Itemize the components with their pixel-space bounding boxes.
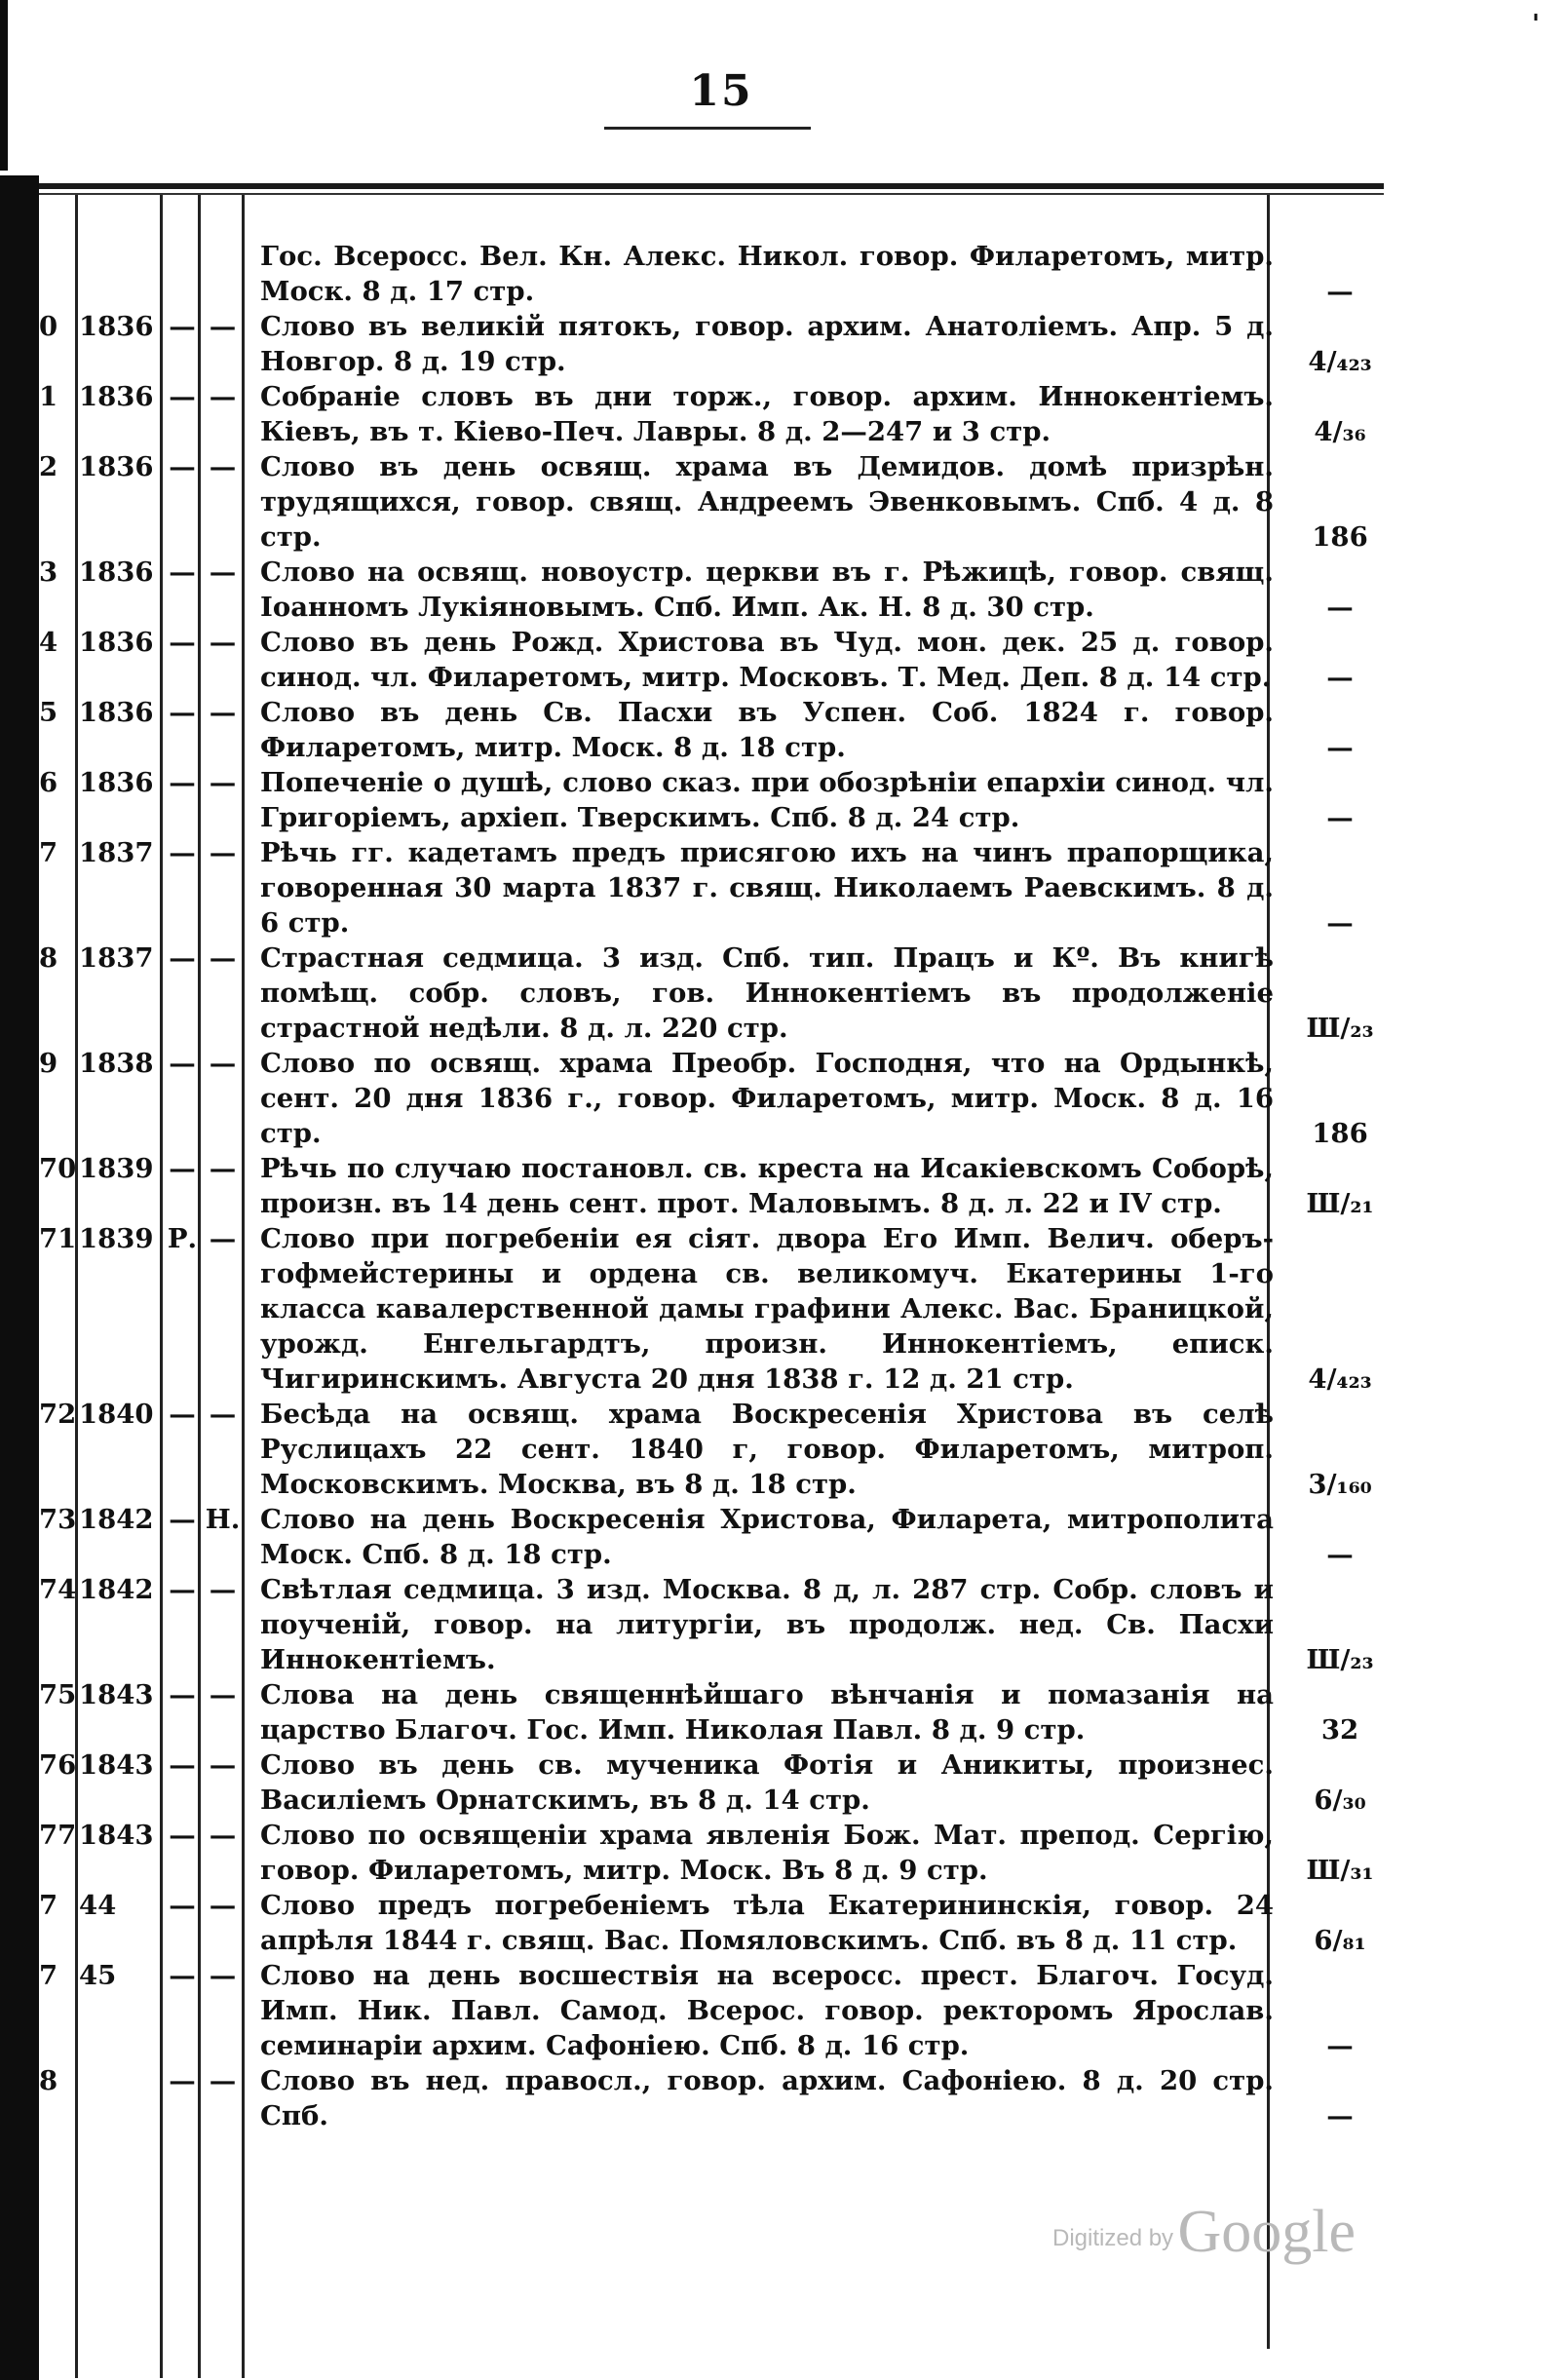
entry-mark-b: — <box>209 767 237 798</box>
entry-mark-a: — <box>169 1820 196 1851</box>
entry-number: 5 <box>39 697 58 728</box>
entry-price: 186 <box>1312 521 1368 553</box>
entry-year: 1840 <box>79 1399 154 1430</box>
entry-description: Слово предъ погребеніемъ тѣла Екатерининскія, говор. 24 апрѣля 1844 г. свящ. Вас. Помяловскимъ. Спб. въ 8 д. 11 стр. <box>260 1890 1274 1956</box>
table-row <box>39 835 1398 940</box>
entry-mark-a: — <box>169 837 196 868</box>
entry-number: 70 <box>39 1153 77 1184</box>
entry-mark-a: — <box>169 451 196 482</box>
table-row <box>39 1747 1398 1818</box>
entry-year <box>75 2063 164 2133</box>
scan-artifact: ' <box>1532 10 1540 39</box>
table-row <box>39 765 1398 835</box>
scan-shadow-top <box>0 0 8 171</box>
entry-price: 4/₄₂₃ <box>1308 1363 1372 1395</box>
entry-mark-b: — <box>209 1820 237 1851</box>
entry-price: Ш/₂₃ <box>1306 1644 1374 1675</box>
catalog-table <box>39 239 1398 2133</box>
entry-number: 2 <box>39 451 58 482</box>
entry-description: Рѣчь гг. кадетамъ предъ присягою ихъ на чинъ прапорщика, говоренная 30 марта 1837 г. свящ. Николаемъ Раевскимъ. 8 д. 6 стр. <box>260 837 1274 939</box>
entry-mark-b <box>201 239 245 309</box>
entry-mark-a: — <box>169 627 196 658</box>
table-row <box>39 695 1398 765</box>
entry-mark-a: Р. <box>167 1223 198 1254</box>
entry-mark-a: — <box>169 1960 196 1991</box>
entry-description: Слово въ нед. правосл., говор. архим. Сафоніею. 8 д. 20 стр. Спб. <box>260 2065 1274 2131</box>
entry-price: — <box>1326 802 1354 833</box>
entry-price: 4/₃₆ <box>1314 416 1366 447</box>
entry-mark-a: — <box>169 1749 196 1781</box>
entry-description: Свѣтлая седмица. 3 изд. Москва. 8 д, л. 287 стр. Собр. словъ и поученій, говор. на литургіи, въ продолж. нед. Св. Пасхи Иннокентіемъ. <box>260 1574 1274 1675</box>
table-top-rule <box>39 183 1384 189</box>
entry-mark-b: — <box>209 1749 237 1781</box>
entry-year: 44 <box>79 1890 117 1921</box>
entry-mark-a: — <box>169 1399 196 1430</box>
entry-number: 71 <box>39 1223 77 1254</box>
entry-mark-a: — <box>169 557 196 588</box>
entry-number: 6 <box>39 767 58 798</box>
entry-mark-b: — <box>209 1679 237 1710</box>
table-row <box>39 940 1398 1046</box>
table-row <box>39 1677 1398 1747</box>
entry-price: 6/₈₁ <box>1314 1925 1366 1956</box>
entry-year: 1838 <box>79 1048 154 1079</box>
entry-number: 75 <box>39 1679 77 1710</box>
entry-price: — <box>1326 276 1354 307</box>
entry-mark-a: — <box>169 2065 196 2096</box>
entry-mark-b: — <box>209 311 237 342</box>
entry-price: 32 <box>1320 1714 1359 1746</box>
google-logo: Google <box>1177 2199 1357 2265</box>
entry-price: — <box>1326 2100 1354 2131</box>
table-row <box>39 1151 1398 1221</box>
entry-mark-a: — <box>169 767 196 798</box>
entry-year: 1836 <box>79 767 154 798</box>
entry-description: Слова на день священнѣйшаго вѣнчанія и помазанія на царство Благоч. Гос. Имп. Николая Павл. 8 д. 9 стр. <box>260 1679 1274 1746</box>
entry-price: — <box>1326 662 1354 693</box>
entry-price: — <box>1326 592 1354 623</box>
entry-description: Слово въ великій пятокъ, говор. архим. Анатоліемъ. Апр. 5 д. Новгор. 8 д. 19 стр. <box>260 311 1274 377</box>
entry-price: — <box>1326 2030 1354 2061</box>
entry-year: 1836 <box>79 311 154 342</box>
table-row <box>39 1221 1398 1397</box>
entry-description: Попеченіе о душѣ, слово сказ. при обозрѣніи епархіи синод. чл. Григоріемъ, архіеп. Тверскимъ. Спб. 8 д. 24 стр. <box>260 767 1274 833</box>
entry-mark-a: — <box>169 697 196 728</box>
entry-description: Слово на день восшествія на всеросс. прест. Благоч. Госуд. Имп. Ник. Павл. Самод. Всерос. говор. ректоромъ Ярослав. семинаріи архим. Сафоніею. Спб. 8 д. 16 стр. <box>260 1960 1274 2061</box>
entry-mark-b: — <box>209 1153 237 1184</box>
entry-description: Слово въ день св. мученика Фотія и Аникиты, произнес. Василіемъ Орнатскимъ, въ 8 д. 14 стр. <box>260 1749 1274 1816</box>
entry-year: 1836 <box>79 557 154 588</box>
entry-number: 74 <box>39 1574 77 1605</box>
entry-mark-b: — <box>209 837 237 868</box>
entry-price: — <box>1326 1539 1354 1570</box>
entry-year: 1843 <box>79 1820 154 1851</box>
entry-description: Слово по освященіи храма явленія Бож. Мат. препод. Сергію, говор. Филаретомъ, митр. Моск. Въ 8 д. 9 стр. <box>260 1820 1274 1886</box>
entry-year: 1843 <box>79 1679 154 1710</box>
entry-year: 1842 <box>79 1504 154 1535</box>
entry-year: 1836 <box>79 381 154 412</box>
table-row <box>39 379 1398 449</box>
entry-description: Страстная седмица. 3 изд. Спб. тип. Працъ и Кº. Въ книгѣ помѣщ. собр. словъ, гов. Иннокентіемъ въ продолженіе страстной недѣли. 8 д. л. 220 стр. <box>260 942 1274 1044</box>
entry-description: Слово на освящ. новоустр. церкви въ г. Рѣжицѣ, говор. свящ. Іоанномъ Лукіяновымъ. Спб. Имп. Ак. Н. 8 д. 30 стр. <box>260 557 1274 623</box>
entry-price: 4/₄₂₃ <box>1308 346 1372 377</box>
entry-price: — <box>1326 907 1354 939</box>
entry-price: Ш/₂₁ <box>1306 1188 1374 1219</box>
entry-year: 45 <box>79 1960 117 1991</box>
entry-number: 8 <box>39 942 58 974</box>
entry-year: 1836 <box>79 451 154 482</box>
entry-description: Собраніе словъ въ дни торж., говор. архим. Иннокентіемъ. Кіевъ, въ т. Кіево-Печ. Лавры. 8 д. 2—247 и 3 стр. <box>260 381 1274 447</box>
entry-mark-a: — <box>169 1890 196 1921</box>
entry-number: 7 <box>39 1890 58 1921</box>
entry-description: Рѣчь по случаю постановл. св. креста на Исакіевскомъ Соборѣ, произн. въ 14 день сент. прот. Маловымъ. 8 д. л. 22 и IV стр. <box>260 1153 1274 1219</box>
entry-number: 77 <box>39 1820 77 1851</box>
entry-number: 72 <box>39 1399 77 1430</box>
entry-year: 1836 <box>79 627 154 658</box>
entry-number: 7 <box>39 837 58 868</box>
entry-description: Слово въ день Рожд. Христова въ Чуд. мон. дек. 25 д. говор. синод. чл. Филаретомъ, митр. Московъ. Т. Мед. Деп. 8 д. 14 стр. <box>260 627 1274 693</box>
table-row <box>39 309 1398 379</box>
entry-mark-a: — <box>169 381 196 412</box>
entry-number: 1 <box>39 381 58 412</box>
table-row <box>39 625 1398 695</box>
table-row <box>39 1958 1398 2063</box>
entry-mark-b: — <box>209 2065 237 2096</box>
entry-number: 3 <box>39 557 58 588</box>
entry-description: Бесѣда на освящ. храма Воскресенія Христова въ селѣ Руслицахъ 22 сент. 1840 г, говор. Филаретомъ, митроп. Московскимъ. Москва, въ 8 д. 18 стр. <box>260 1399 1274 1500</box>
entry-description: Слово въ день освящ. храма въ Демидов. домѣ призрѣн. трудящихся, говор. свящ. Андреемъ Эвенковымъ. Спб. 4 д. 8 стр. <box>260 451 1274 553</box>
table-row <box>39 1397 1398 1502</box>
entry-mark-b: — <box>209 1399 237 1430</box>
scan-shadow-left <box>0 175 39 2380</box>
table-row <box>39 1818 1398 1888</box>
entry-mark-b: — <box>209 557 237 588</box>
entry-year: 1837 <box>79 837 154 868</box>
entry-year: 1836 <box>79 697 154 728</box>
google-watermark <box>1052 2198 1356 2267</box>
entry-mark-b: — <box>209 381 237 412</box>
entry-mark-b: — <box>209 1960 237 1991</box>
entry-mark-a: — <box>169 1153 196 1184</box>
entry-year: 1837 <box>79 942 154 974</box>
entry-year <box>75 239 164 309</box>
entry-mark-a: — <box>169 1048 196 1079</box>
entry-description: Слово по освящ. храма Преобр. Господня, что на Ордынкѣ, сент. 20 дня 1836 г., говор. Филаретомъ, митр. Моск. 8 д. 16 стр. <box>260 1048 1274 1149</box>
entry-mark-a: — <box>169 1574 196 1605</box>
table-row <box>39 2063 1398 2133</box>
entry-number: 7 <box>39 1960 58 1991</box>
entry-number: 76 <box>39 1749 77 1781</box>
entry-mark-b: — <box>209 1223 237 1254</box>
entry-number: 73 <box>39 1504 77 1535</box>
entry-number: 0 <box>39 311 58 342</box>
entry-mark-a: — <box>169 311 196 342</box>
entry-description: Слово на день Воскресенія Христова, Филарета, митрополита Моск. Спб. 8 д. 18 стр. <box>260 1504 1274 1570</box>
entry-price: — <box>1326 732 1354 763</box>
table-row <box>39 1046 1398 1151</box>
table-top-rule-thin <box>39 193 1384 195</box>
entry-price: Ш/₃₁ <box>1306 1855 1374 1886</box>
entry-mark-a: — <box>169 1679 196 1710</box>
page-number: 15 <box>689 66 753 116</box>
entry-mark-b: — <box>209 627 237 658</box>
entry-number: 8 <box>39 2065 58 2096</box>
table-row <box>39 1572 1398 1677</box>
entry-number <box>39 239 75 309</box>
entry-year: 1839 <box>79 1223 154 1254</box>
entry-year: 1839 <box>79 1153 154 1184</box>
entry-mark-b: — <box>209 942 237 974</box>
entry-mark-b: — <box>209 451 237 482</box>
entry-mark-b: — <box>209 1048 237 1079</box>
entry-mark-b: — <box>209 1890 237 1921</box>
entry-description: Слово въ день Св. Пасхи въ Успен. Соб. 1824 г. говор. Филаретомъ, митр. Моск. 8 д. 18 стр. <box>260 697 1274 763</box>
entry-mark-a: — <box>169 942 196 974</box>
table-row <box>39 449 1398 555</box>
entry-year: 1842 <box>79 1574 154 1605</box>
entry-year: 1843 <box>79 1749 154 1781</box>
table-row <box>39 1888 1398 1958</box>
entry-price: 6/₃₀ <box>1314 1785 1366 1816</box>
entry-mark-b: — <box>209 697 237 728</box>
entry-number: 4 <box>39 627 58 658</box>
entry-mark-a <box>164 239 201 309</box>
entry-mark-b: Н. <box>205 1504 241 1535</box>
entry-description: Слово при погребеніи ея сіят. двора Его Имп. Велич. оберъ-гофмейстерины и ордена св. великомуч. Екатерины 1-го класса кавалерственной дамы графини Алекс. Вас. Браницкой, урожд. Енгельгардтъ, произн. Иннокентіемъ, епиcк. Чигиринскимъ. Августа 20 дня 1838 г. 12 д. 21 стр. <box>260 1223 1274 1395</box>
entry-price: 3/₁₆₀ <box>1308 1469 1372 1500</box>
entry-price: 186 <box>1312 1118 1368 1149</box>
entry-number: 9 <box>39 1048 58 1079</box>
table-row <box>39 555 1398 625</box>
table-row <box>39 1502 1398 1572</box>
entry-price: Ш/₂₃ <box>1306 1013 1374 1044</box>
entry-mark-b: — <box>209 1574 237 1605</box>
table-row <box>39 239 1398 309</box>
entry-mark-a: — <box>169 1504 196 1535</box>
entry-description: Гос. Всеросс. Вел. Кн. Алекс. Никол. говор. Филаретомъ, митр. Моск. 8 д. 17 стр. <box>260 241 1274 307</box>
watermark-prefix: Digitized by <box>1052 2225 1174 2251</box>
page-number-rule <box>604 127 811 130</box>
